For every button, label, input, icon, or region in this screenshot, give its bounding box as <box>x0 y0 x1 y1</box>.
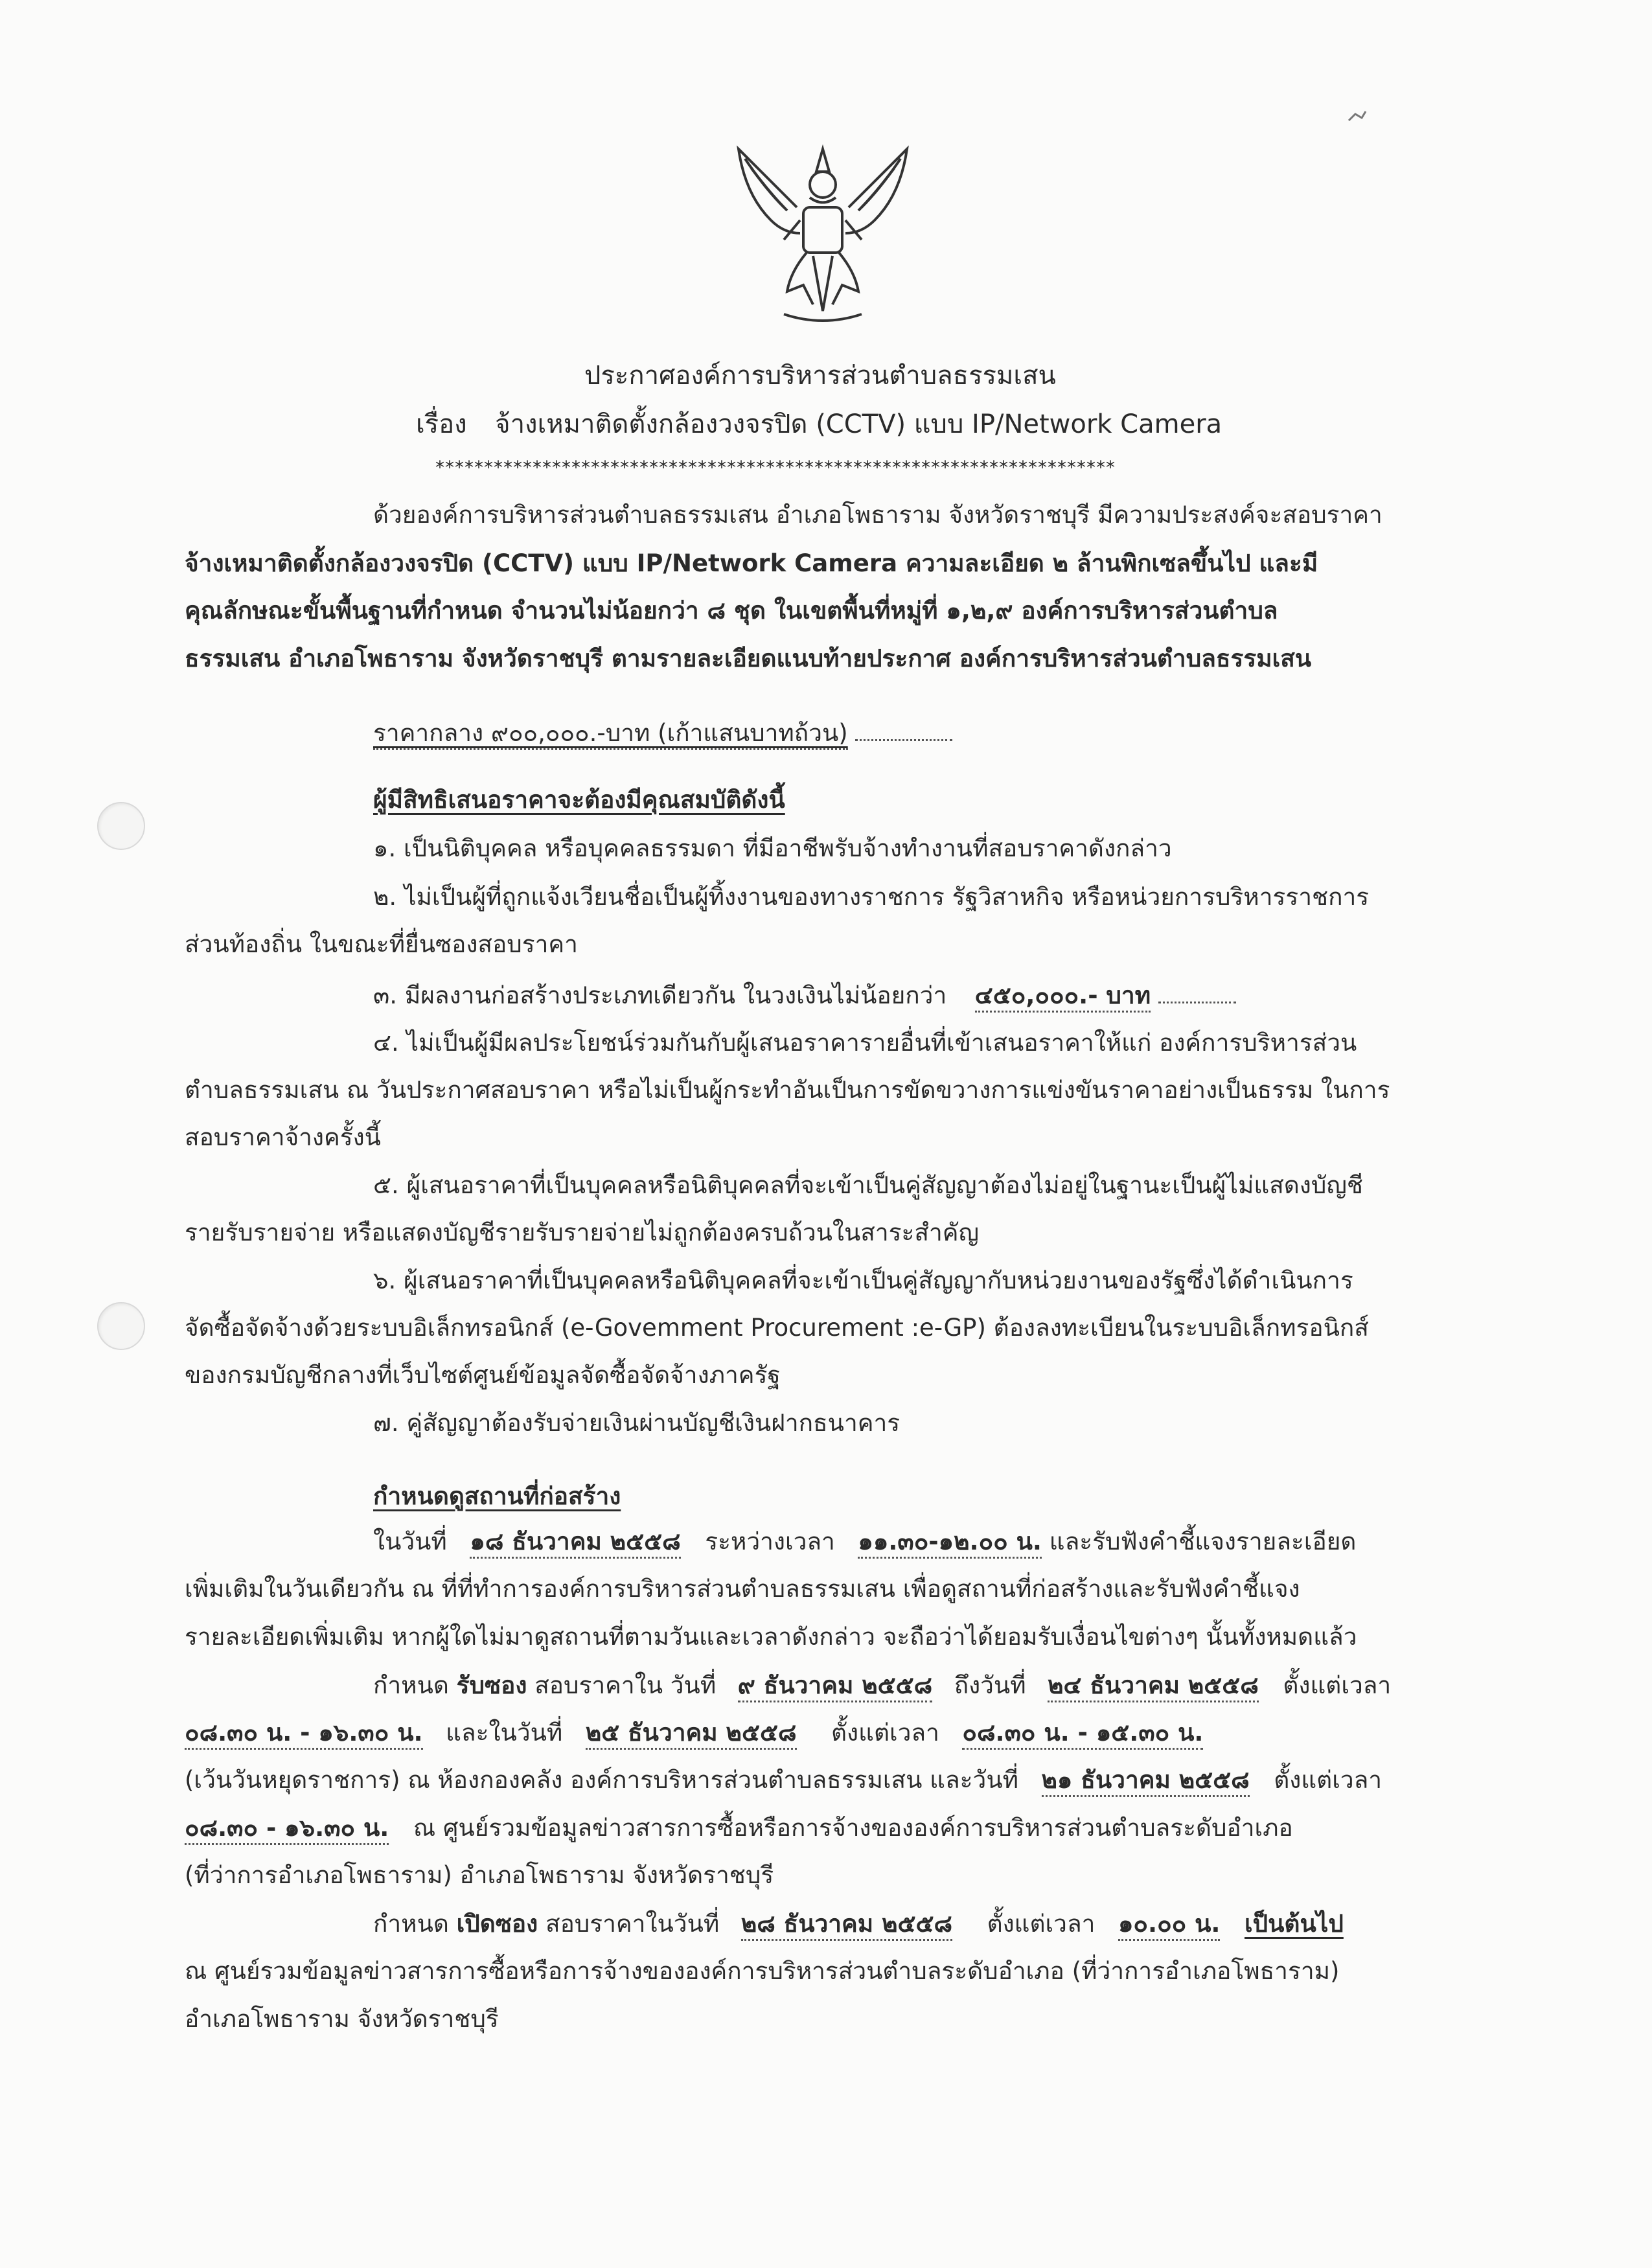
reference-price-text: ราคากลาง ๙๐๐,๐๐๐.-บาท (เก้าแสนบาทถ้วน) <box>373 719 848 750</box>
receive-start-date: ๙ ธันวาคม ๒๕๕๘ <box>738 1671 932 1702</box>
receive-also-date-label: และในวันที่ <box>446 1719 563 1747</box>
receive-location: (เว้นวันหยุดราชการ) ณ ห้องกองคลัง องค์การบริหารส่วนตำบลธรรมเสน และวันที่ <box>185 1766 1018 1794</box>
qualification-6a: ๖. ผู้เสนอราคาที่เป็นบุคคลหรือนิติบุคคลที่จะเข้าเป็นคู่สัญญากับหน่วยงานของรัฐซึ่งได้ดำเนินการ <box>373 1266 1353 1294</box>
receive-line-4 <box>185 1812 1293 1844</box>
receive-line-2 <box>185 1717 1203 1749</box>
qualification-2b: ส่วนท้องถิ่น ในขณะที่ยื่นซองสอบราคา <box>185 930 578 958</box>
site-visit-line-3: รายละเอียดเพิ่มเติม หากผู้ใดไม่มาดูสถานที่ตามวันและเวลาดังกล่าว จะถือว่าได้ยอมรับเงื่อนไขต่างๆ นั้นทั้งหมดแล้ว <box>185 1623 1357 1651</box>
qualification-3-text: ๓. มีผลงานก่อสร้างประเภทเดียวกัน ในวงเงินไม่น้อยกว่า <box>373 981 947 1009</box>
announcement-title: ประกาศองค์การบริหารส่วนตำบลธรรมเสน <box>584 361 1056 391</box>
site-time: ๑๑.๓๐-๑๒.๐๐ น. <box>858 1528 1042 1559</box>
site-time-label: ระหว่างเวลา <box>705 1528 835 1555</box>
open-date-label: สอบราคาในวันที่ <box>545 1910 720 1938</box>
intro-line-2: จ้างเหมาติดตั้งกล้องวงจรปิด (CCTV) แบบ IP/Network Camera ความละเอียด ๒ ล้านพิกเซลขึ้นไป และมี <box>185 549 1318 577</box>
site-visit-line-1 <box>373 1526 1356 1558</box>
open-time: ๑๐.๐๐ น. <box>1118 1910 1221 1941</box>
separator: ********************************************************************** <box>435 457 1116 478</box>
open-onward: เป็นต้นไป <box>1245 1910 1344 1938</box>
punch-hole <box>97 802 145 850</box>
site-date: ๑๘ ธันวาคม ๒๕๕๘ <box>470 1528 680 1559</box>
subject-label: เรื่อง <box>416 409 467 439</box>
open-line-1 <box>373 1908 1344 1940</box>
receive-time-3: ๐๘.๓๐ - ๑๖.๓๐ น. <box>185 1814 389 1845</box>
qualification-4c: สอบราคาจ้างครั้งนี้ <box>185 1123 381 1151</box>
site-briefing-text: และรับฟังคำชี้แจงรายละเอียด <box>1049 1528 1357 1555</box>
receive-end-date: ๒๔ ธันวาคม ๒๕๕๘ <box>1048 1671 1259 1702</box>
open-line-3: อำเภอโพธาราม จังหวัดราชบุรี <box>185 2005 499 2033</box>
qualification-3-amount: ๔๕๐,๐๐๐.- บาท <box>975 981 1151 1013</box>
receive-from-time-label-3: ตั้งแต่เวลา <box>1274 1766 1382 1794</box>
qualification-5a: ๕. ผู้เสนอราคาที่เป็นบุคคลหรือนิติบุคคลที่จะเข้าเป็นคู่สัญญาต้องไม่อยู่ในฐานะเป็นผู้ไม่แสดงบัญชี <box>373 1171 1364 1199</box>
qualification-2a: ๒. ไม่เป็นผู้ที่ถูกแจ้งเวียนชื่อเป็นผู้ทิ้งงานของทางราชการ รัฐวิสาหกิจ หรือหน่วยการบริหารราชการ <box>373 883 1370 911</box>
open-label: กำหนด <box>373 1910 449 1938</box>
reference-price <box>373 717 952 750</box>
site-visit-heading: กำหนดดูสถานที่ก่อสร้าง <box>373 1482 621 1510</box>
subject-line <box>416 408 1222 441</box>
garuda-emblem <box>726 136 920 330</box>
receive-envelope-label: รับซอง <box>456 1671 527 1699</box>
qualification-6b: จัดซื้อจัดจ้างด้วยระบบอิเล็กทรอนิกส์ (e-Govemment Procurement :e-GP) ต้องลงทะเบียนในระบบอิเล็กทรอนิกส์ <box>185 1314 1369 1342</box>
receive-to-label: ถึงวันที่ <box>954 1671 1026 1699</box>
intro-line-1: ด้วยองค์การบริหารส่วนตำบลธรรมเสน อำเภอโพธาราม จังหวัดราชบุรี มีความประสงค์จะสอบราคา <box>373 501 1382 529</box>
receive-info-center: ณ ศูนย์รวมข้อมูลข่าวสารการซื้อหรือการจ้างขององค์การบริหารส่วนตำบลระดับอำเภอ <box>413 1814 1293 1842</box>
open-envelope-label: เปิดซอง <box>456 1910 538 1938</box>
scan-mark <box>1348 110 1367 123</box>
receive-date-2: ๒๕ ธันวาคม ๒๕๕๘ <box>586 1719 797 1750</box>
site-date-label: ในวันที่ <box>373 1528 447 1555</box>
qualification-5b: รายรับรายจ่าย หรือแสดงบัญชีรายรับรายจ่ายไม่ถูกต้องครบถ้วนในสาระสำคัญ <box>185 1219 980 1246</box>
open-time-label: ตั้งแต่เวลา <box>987 1910 1096 1938</box>
open-line-2: ณ ศูนย์รวมข้อมูลข่าวสารการซื้อหรือการจ้างขององค์การบริหารส่วนตำบลระดับอำเภอ (ที่ว่าการอำเภอโพธาราม) <box>185 1957 1340 1985</box>
intro-line-4: ธรรมเสน อำเภอโพธาราม จังหวัดราชบุรี ตามรายละเอียดแนบท้ายประกาศ องค์การบริหารส่วนตำบลธรรมเสน <box>185 645 1312 672</box>
receive-line-1 <box>373 1669 1391 1702</box>
qualification-4a: ๔. ไม่เป็นผู้มีผลประโยชน์ร่วมกันกับผู้เสนอราคารายอื่นที่เข้าเสนอราคาให้แก่ องค์การบริหารส่วน <box>373 1029 1357 1057</box>
receive-line-3 <box>185 1764 1382 1796</box>
qualification-1: ๑. เป็นนิติบุคคล หรือบุคคลธรรมดา ที่มีอาชีพรับจ้างทำงานที่สอบราคาดังกล่าว <box>373 834 1172 862</box>
qualification-4b: ตำบลธรรมเสน ณ วันประกาศสอบราคา หรือไม่เป็นผู้กระทำอันเป็นการขัดขวางการแข่งขันราคาอย่างเป็นธรรม ในการ <box>185 1076 1390 1104</box>
site-visit-line-2: เพิ่มเติมในวันเดียวกัน ณ ที่ที่ทำการองค์การบริหารส่วนตำบลธรรมเสน เพื่อดูสถานที่ก่อสร้างและรับฟังคำชี้แจง <box>185 1575 1300 1603</box>
receive-time-1: ๐๘.๓๐ น. - ๑๖.๓๐ น. <box>185 1719 423 1750</box>
receive-date-3: ๒๑ ธันวาคม ๒๕๕๘ <box>1042 1766 1250 1797</box>
punch-hole <box>97 1302 145 1350</box>
receive-time-2: ๐๘.๓๐ น. - ๑๕.๓๐ น. <box>962 1719 1203 1750</box>
open-date: ๒๘ ธันวาคม ๒๕๕๘ <box>741 1910 952 1941</box>
intro-line-3: คุณลักษณะขั้นพื้นฐานที่กำหนด จำนวนไม่น้อยกว่า ๘ ชุด ในเขตพื้นที่หมู่ที่ ๑,๒,๙ องค์การบริหารส่วนตำบล <box>185 597 1278 624</box>
receive-line-5: (ที่ว่าการอำเภอโพธาราม) อำเภอโพธาราม จังหวัดราชบุรี <box>185 1861 774 1889</box>
qualification-3 <box>373 979 1236 1012</box>
qualifications-heading: ผู้มีสิทธิเสนอราคาจะต้องมีคุณสมบัติดังนี้ <box>373 786 785 814</box>
qualification-7: ๗. คู่สัญญาต้องรับจ่ายเงินผ่านบัญชีเงินฝากธนาคาร <box>373 1409 901 1437</box>
receive-from-time-label-2: ตั้งแต่เวลา <box>831 1719 939 1747</box>
receive-from-time-label: ตั้งแต่เวลา <box>1283 1671 1392 1699</box>
receive-date-label: สอบราคาใน วันที่ <box>534 1671 717 1699</box>
subject-text: จ้างเหมาติดตั้งกล้องวงจรปิด (CCTV) แบบ IP/Network Camera <box>495 409 1222 439</box>
qualification-6c: ของกรมบัญชีกลางที่เว็บไซต์ศูนย์ข้อมูลจัดซื้อจัดจ้างภาครัฐ <box>185 1361 781 1389</box>
receive-label: กำหนด <box>373 1671 449 1699</box>
